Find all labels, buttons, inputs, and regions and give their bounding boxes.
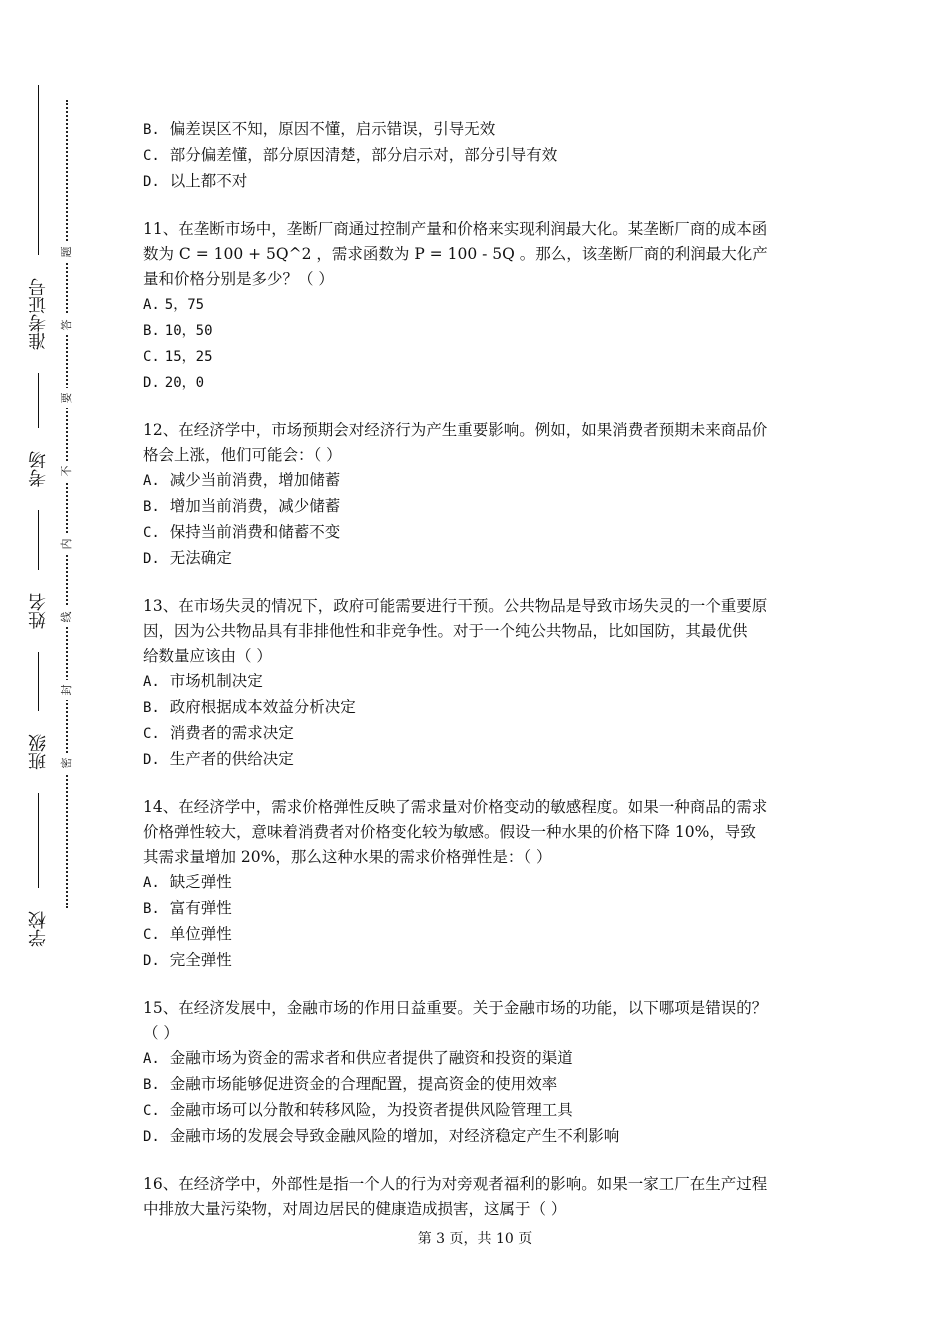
question-10-continued [143,117,811,195]
seal-char: 不 [58,461,76,481]
page-footer: 第 3 页，共 10 页 [417,1231,533,1247]
option-b: B. 增加当前消费，减少储蓄 [143,497,341,515]
class-label: 班级 [22,711,56,793]
seal-char: 要 [58,388,76,408]
question-stem-line: 价格弹性较大，意味着消费者对价格变化较为敏感。假设一种水果的价格下降 10%，导致 [143,823,756,841]
option-b: B. 金融市场能够促进资金的合理配置，提高资金的使用效率 [143,1075,558,1093]
binding-margin [0,0,110,1344]
school-label: 学校 [22,888,56,970]
option-b: B. 富有弹性 [143,899,232,917]
question-stem-line: 12、在经济学中，市场预期会对经济行为产生重要影响。例如，如果消费者预期未来商品价 [143,421,768,439]
question-stem-line: 格会上涨，他们可能会：（ ） [143,446,342,464]
question-stem-line: 11、在垄断市场中，垄断厂商通过控制产量和价格来实现利润最大化。某垄断厂商的成本函 [143,220,768,238]
option-d: D. 无法确定 [143,549,232,567]
seal-char: 答 [58,315,76,335]
seal-char: 密 [58,753,76,773]
name-label: 姓名 [22,570,56,652]
question-13 [143,594,811,773]
seal-dotted-line [66,100,68,908]
binding-solid-line [38,85,39,935]
exam-number-label: 准考证号 [22,255,56,373]
page-content [143,117,811,1244]
question-stem-line: 中排放大量污染物，对周边居民的健康造成损害，这属于（ ） [143,1200,567,1218]
option-d: D. 20，0 [143,375,205,391]
question-stem-line: 量和价格分别是多少？（ ） [143,270,334,288]
seal-char: 封 [58,680,76,700]
option-c: C. 消费者的需求决定 [143,724,294,742]
option-c: C. 部分偏差懂，部分原因清楚，部分启示对，部分引导有效 [143,146,558,164]
option-b: B. 10，50 [143,323,213,339]
question-stem-line: （ ） [143,1024,179,1042]
question-stem-line: 其需求量增加 20%，那么这种水果的需求价格弹性是：（ ） [143,848,552,866]
seal-char: 线 [58,607,76,627]
option-c: C. 单位弹性 [143,925,232,943]
option-d: D. 完全弹性 [143,951,232,969]
exam-room-label: 考场 [22,428,56,510]
question-14 [143,795,811,974]
option-a: A. 金融市场为资金的需求者和供应者提供了融资和投资的渠道 [143,1049,573,1067]
option-d: D. 生产者的供给决定 [143,750,294,768]
question-stem-line: 13、在市场失灵的情况下，政府可能需要进行干预。公共物品是导致市场失灵的一个重要原 [143,597,768,615]
question-stem-line: 16、在经济学中，外部性是指一个人的行为对旁观者福利的影响。如果一家工厂在生产过程 [143,1175,768,1193]
option-d: D. 以上都不对 [143,172,248,190]
option-b: B. 政府根据成本效益分析决定 [143,698,356,716]
question-stem-line: 给数量应该由（ ） [143,647,272,665]
option-c: C. 保持当前消费和储蓄不变 [143,523,341,541]
option-c: C. 15，25 [143,349,213,365]
seal-char: 内 [58,534,76,554]
option-a: A. 市场机制决定 [143,672,263,690]
option-c: C. 金融市场可以分散和转移风险，为投资者提供风险管理工具 [143,1101,573,1119]
question-11 [143,217,811,396]
question-16 [143,1172,811,1222]
option-a: A. 缺乏弹性 [143,873,232,891]
option-a: A. 减少当前消费，增加储蓄 [143,471,341,489]
question-stem-line: 14、在经济学中，需求价格弹性反映了需求量对价格变动的敏感程度。如果一种商品的需求 [143,798,768,816]
option-d: D. 金融市场的发展会导致金融风险的增加，对经济稳定产生不利影响 [143,1127,620,1145]
question-stem-line: 15、在经济发展中，金融市场的作用日益重要。关于金融市场的功能，以下哪项是错误的？ [143,999,768,1017]
question-stem-line: 因，因为公共物品具有非排他性和非竞争性。对于一个纯公共物品，比如国防，其最优供 [143,622,748,640]
question-15 [143,996,811,1150]
question-stem-line: 数为 C = 100 + 5Q^2 ，需求函数为 P = 100 - 5Q 。那么，该垄断厂商的利润最大化产 [143,245,768,263]
option-b: B. 偏差误区不知，原因不懂，启示错误，引导无效 [143,120,496,138]
option-a: A. 5，75 [143,297,205,313]
question-12 [143,418,811,572]
seal-char: 题 [58,242,76,262]
